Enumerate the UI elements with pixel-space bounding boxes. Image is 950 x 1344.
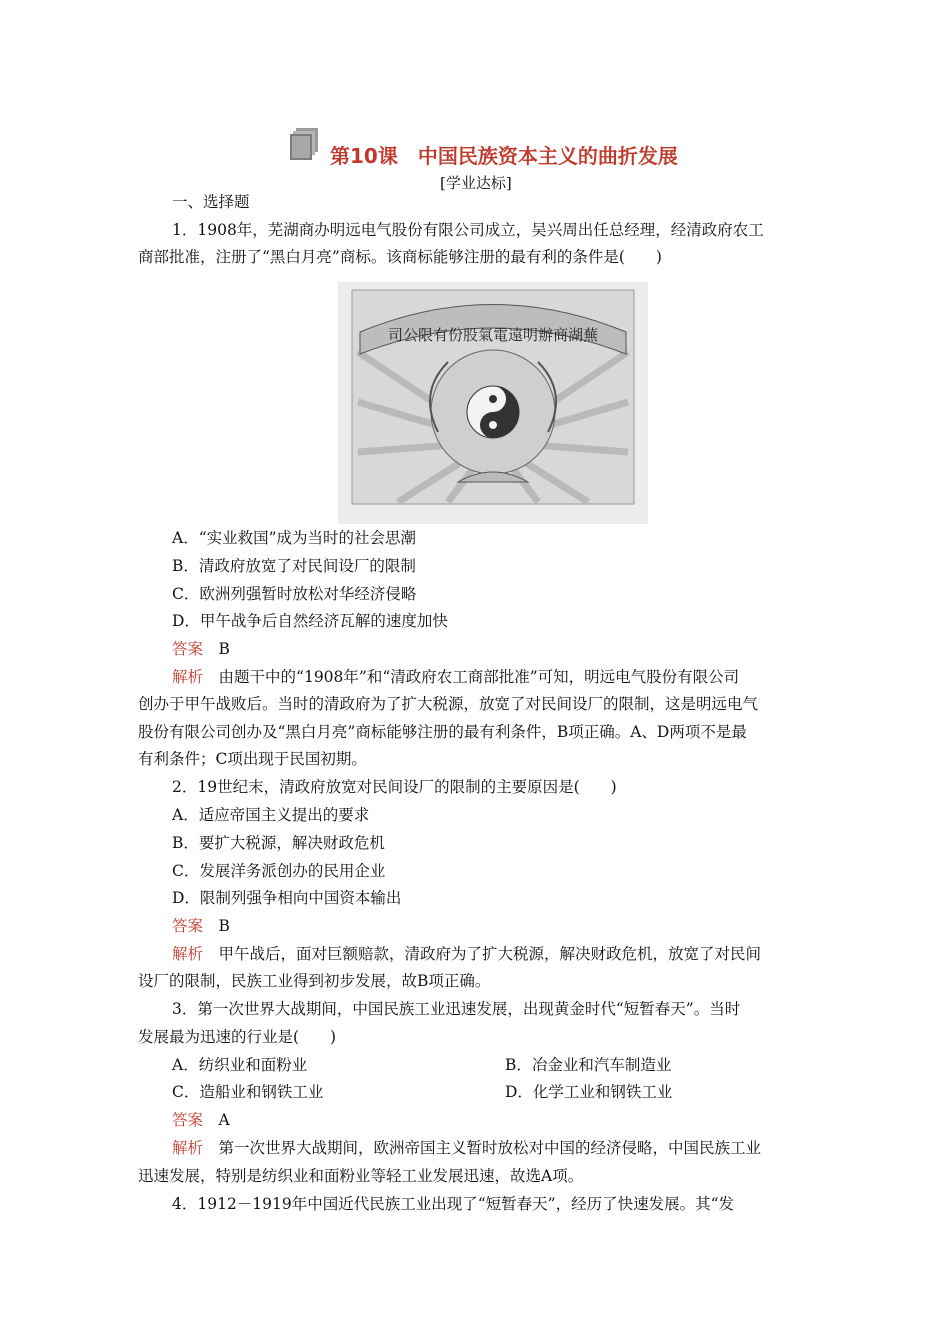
question-3-option-c: C．造船业和钢铁工业: [172, 1083, 324, 1101]
question-3-stem-line-2: 发展最为迅速的行业是( ): [138, 1028, 337, 1046]
question-3-analysis-line-1: [172, 1134, 818, 1162]
question-2-option-a: A．适应帝国主义提出的要求: [172, 806, 370, 824]
answer-value: A: [218, 1111, 230, 1129]
question-4-stem: 4．1912－1919年中国近代民族工业出现了“短暂春天”，经历了快速发展。其“发: [172, 1195, 735, 1213]
question-2-analysis-line-2: 设厂的限制，民族工业得到初步发展，故B项正确。: [138, 972, 491, 990]
question-3-option-b: B．冶金业和汽车制造业: [505, 1056, 672, 1074]
question-1-stem-line-1: 1．1908年，芜湖商办明远电气股份有限公司成立，吴兴周出任总经理，经清政府农工: [172, 221, 764, 239]
question-2-option-c: C．发展洋务派创办的民用企业: [172, 862, 386, 880]
lesson-subtitle: [学业达标]: [440, 174, 512, 192]
question-1-analysis-line-4: 有利条件；C项出现于民国初期。: [138, 750, 367, 768]
question-3-option-d: D．化学工业和钢铁工业: [505, 1083, 673, 1101]
answer-label: 答案: [172, 917, 204, 935]
question-1-option-b: B．清政府放宽了对民间设厂的限制: [172, 557, 416, 575]
lesson-header: [290, 128, 750, 168]
question-1-analysis-line-3: 股份有限公司创办及“黑白月亮”商标能够注册的最有利条件，B项正确。A、D两项不是最: [138, 723, 747, 741]
question-3-analysis-line-2: 迅速发展，特别是纺织业和面粉业等轻工业发展迅速，故选A项。: [138, 1167, 584, 1185]
lesson-title: 第10课 中国民族资本主义的曲折发展: [330, 144, 678, 168]
analysis-text: 由题干中的“1908年”和“清政府农工商部批准”可知，明远电气股份有限公司: [218, 668, 740, 686]
question-1-answer: [172, 635, 818, 663]
question-2-answer: [172, 912, 818, 940]
question-1-option-d: D．甲午战争后自然经济瓦解的速度加快: [172, 612, 448, 630]
book-stack-icon: [290, 128, 320, 160]
question-3-option-a: A．纺织业和面粉业: [172, 1056, 308, 1074]
answer-value: B: [218, 917, 230, 935]
answer-label: 答案: [172, 1111, 204, 1129]
answer-label: 答案: [172, 640, 204, 658]
section-heading: 一、选择题: [172, 193, 250, 211]
question-2-option-d: D．限制列强争相向中国资本输出: [172, 889, 402, 907]
analysis-label: 解析: [172, 668, 204, 686]
question-1-analysis-line-2: 创办于甲午战败后。当时的清政府为了扩大税源，放宽了对民间设厂的限制，这是明远电气: [138, 695, 759, 713]
question-1-option-a: A．“实业救国”成为当时的社会思潮: [172, 529, 417, 547]
analysis-label: 解析: [172, 1139, 204, 1157]
answer-value: B: [218, 640, 230, 658]
question-1-analysis-line-1: [172, 663, 818, 691]
trademark-image: [338, 282, 648, 524]
trademark-banner-text: 司公限有份股氣電遠明辦商湖蕪: [387, 326, 599, 344]
question-2-stem: 2．19世纪末，清政府放宽对民间设厂的限制的主要原因是( ): [172, 778, 617, 796]
question-3-options-row-1: [172, 1051, 818, 1079]
question-3-answer: [172, 1106, 818, 1134]
question-2-analysis-line-1: [172, 940, 818, 968]
analysis-label: 解析: [172, 945, 204, 963]
analysis-text: 甲午战后，面对巨额赔款，清政府为了扩大税源，解决财政危机，放宽了对民间: [218, 945, 762, 963]
trademark-illustration: [338, 282, 648, 524]
analysis-text: 第一次世界大战期间，欧洲帝国主义暂时放松对中国的经济侵略，中国民族工业: [218, 1139, 762, 1157]
question-3-options-row-2: [172, 1078, 818, 1106]
question-1-stem-line-2: 商部批准，注册了“黑白月亮”商标。该商标能够注册的最有利的条件是( ): [138, 248, 662, 266]
question-1-option-c: C．欧洲列强暂时放松对华经济侵略: [172, 585, 417, 603]
question-3-stem-line-1: 3．第一次世界大战期间，中国民族工业迅速发展，出现黄金时代“短暂春天”。当时: [172, 1000, 741, 1018]
question-2-option-b: B．要扩大税源，解决财政危机: [172, 834, 385, 852]
